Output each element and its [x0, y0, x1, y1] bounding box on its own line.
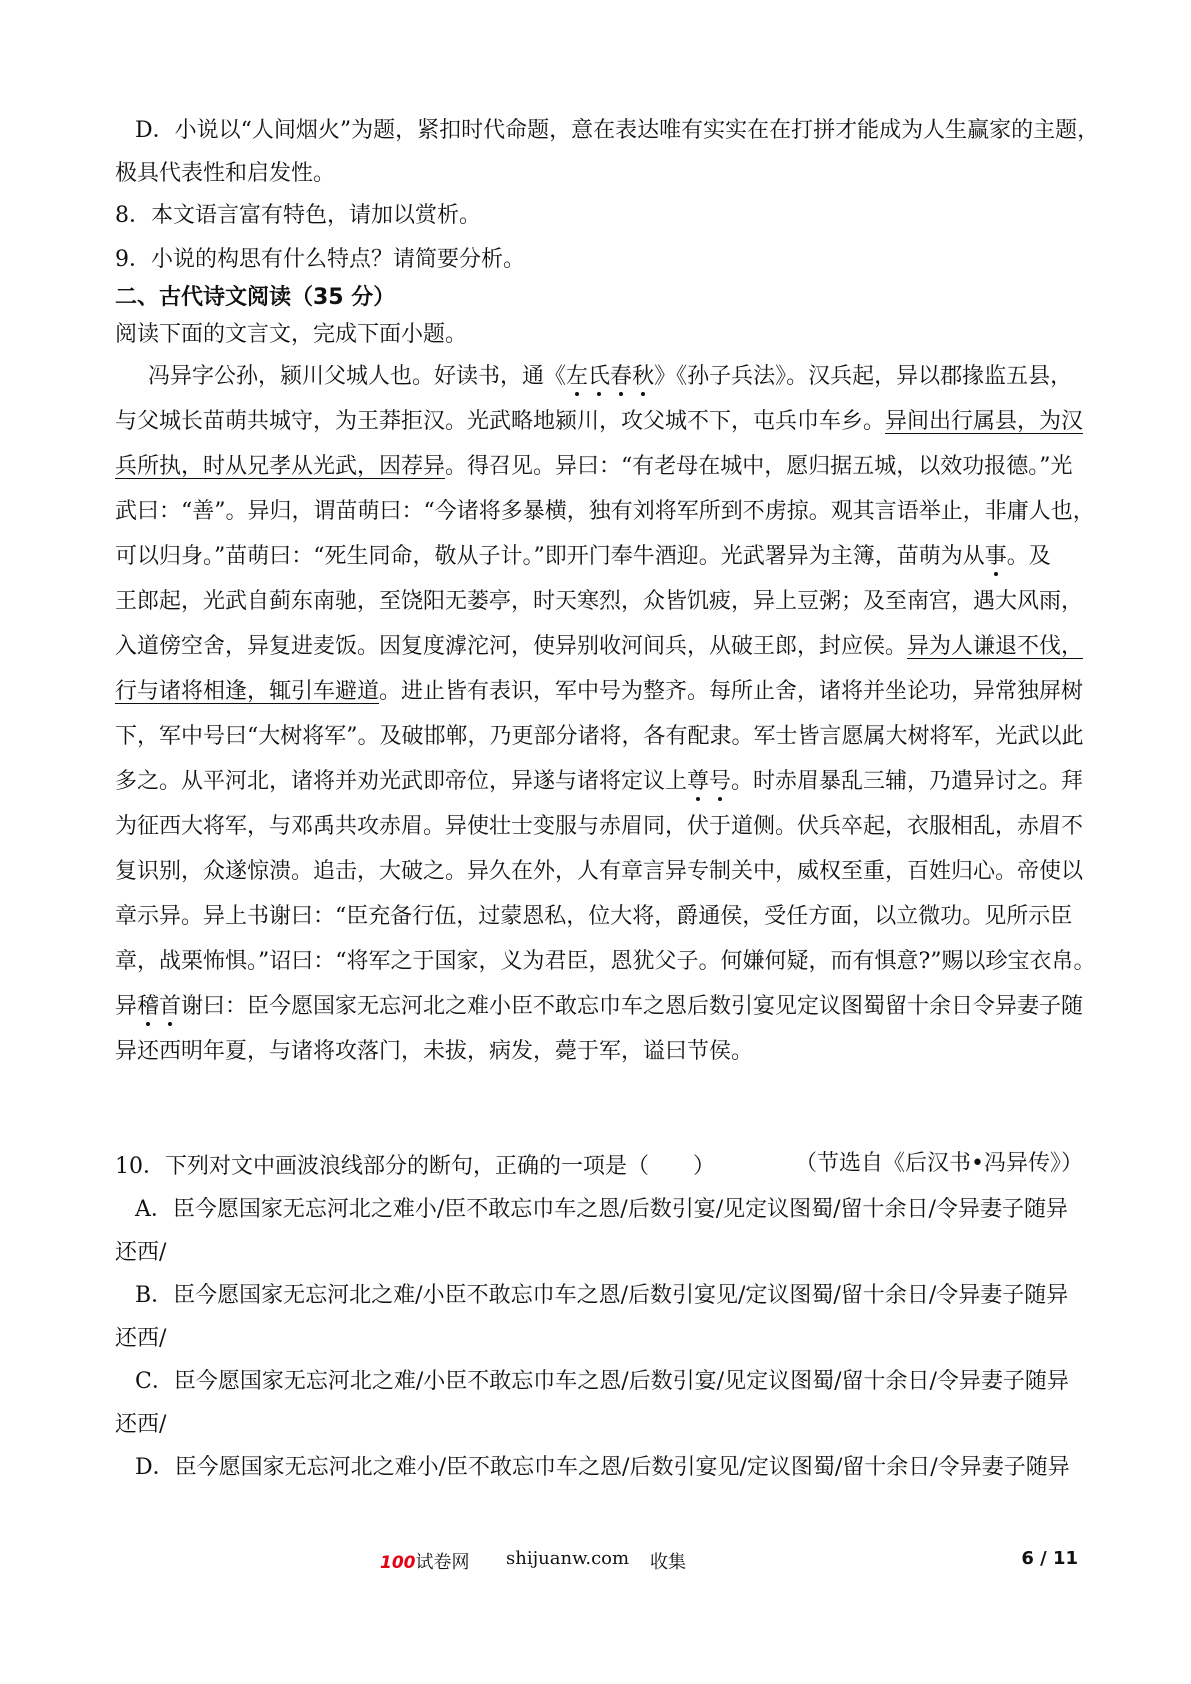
emphasis-dot-char: 氏 [588, 364, 611, 389]
emphasis-dot-char: 号 [709, 769, 732, 794]
q7-option-d-line1: D．小说以“人间烟火”为题，紧扣时代命题，意在表达唯有实实在在打拼才能成为人生赢家的主题， [135, 118, 1100, 143]
option-a-line1: A．臣今愿国家无忘河北之难小/臣不敢忘巾车之恩/后数引宴/见定议图蜀/留十余日/令异妻子随异 [135, 1197, 1068, 1222]
passage-line-5: 可以归身。”苗萌曰：“死生同命，敬从子计。”即开门奉牛酒迎。光武署异为主簿，苗萌为从事。及 [115, 544, 1051, 569]
underlined-text: 异为人谦退不伐， [907, 634, 1084, 659]
passage-line-10: 多之。从平河北，诸将并劝光武即帝位，异遂与诸将定议上尊号。时赤眉暴乱三辅，乃遣异讨之。拜 [115, 769, 1084, 794]
section-heading: 二、古代诗文阅读（35 分） [115, 285, 396, 310]
page-footer [0, 1548, 1191, 1578]
underlined-text: 行与诸将相逢，辄引车避道 [115, 679, 380, 704]
passage-line-3: 兵所执，时从兄孝从光武，因荐异。得召见。异曰：“有老母在城中，愿归据五城，以效功报德。”光 [115, 454, 1073, 479]
passage-line-15: 异稽首谢曰：臣今愿国家无忘河北之难小臣不敢忘巾车之恩后数引宴见定议图蜀留十余日令异妻子随 [115, 994, 1084, 1019]
emphasis-dot-char: 春 [610, 364, 633, 389]
passage-line-14: 章，战栗怖惧。”诏曰：“将军之于国家，义为君臣，恩犹父子。何嫌何疑，而有惧意?”赐以珍宝衣帛。 [115, 949, 1096, 974]
passage-line-6: 王郎起，光武自蓟东南驰，至饶阳无蒌亭，时天寒烈，众皆饥疲，异上豆粥；及至南宫，遇大风雨， [115, 589, 1084, 614]
emphasis-dot-char: 首 [159, 994, 182, 1019]
emphasis-dot-char: 事 [984, 544, 1007, 569]
passage-line-13: 章示异。异上书谢曰：“臣充备行伍，过蒙恩私，位大将，爵通侯，受任方面，以立微功。见所示臣 [115, 904, 1073, 929]
emphasis-dot-char: 秋 [632, 364, 655, 389]
question-8: 8．本文语言富有特色，请加以赏析。 [115, 203, 481, 228]
emphasis-dot-char: 稽 [137, 994, 160, 1019]
passage-line-9: 下，军中号曰“大树将军”。及破邯郸，乃更部分诸将，各有配隶。军士皆言愿属大树将军，光武以此 [115, 724, 1084, 749]
site-logo: 100试卷网 [380, 1552, 470, 1573]
option-c-line1: C．臣今愿国家无忘河北之难/小臣不敢忘巾车之恩/后数引宴/见定议图蜀/留十余日/令异妻子随异 [135, 1369, 1069, 1394]
page-number: 6 / 11 [1021, 1548, 1078, 1569]
option-c-line2: 还西/ [115, 1412, 167, 1437]
passage-source: （节选自《后汉书•冯异传》） [795, 1151, 1083, 1176]
passage-line-11: 为征西大将军，与邓禹共攻赤眉。异使壮士变服与赤眉同，伏于道侧。伏兵卒起，衣服相乱，赤眉不 [115, 814, 1084, 839]
option-a-line2: 还西/ [115, 1240, 167, 1265]
option-b-line1: B．臣今愿国家无忘河北之难/小臣不敢忘巾车之恩/后数引宴见/定议图蜀/留十余日/令异妻子随异 [135, 1283, 1069, 1308]
instruction: 阅读下面的文言文，完成下面小题。 [115, 322, 468, 347]
emphasis-dot-char: 左 [566, 364, 589, 389]
option-d-line1: D．臣今愿国家无忘河北之难小/臣不敢忘巾车之恩/后数引宴见/定议图蜀/留十余日/令异妻子随异 [135, 1455, 1070, 1480]
passage-line-2: 与父城长苗萌共城守，为王莽拒汉。光武略地颍川，攻父城不下，屯兵巾车乡。异间出行属县，为汉 [115, 409, 1084, 434]
underlined-text: 异间出行属县，为汉 [885, 409, 1084, 434]
passage-line-8: 行与诸将相逢，辄引车避道。进止皆有表识，军中号为整齐。每所止舍，诸将并坐论功，异常独屏树 [115, 679, 1084, 704]
passage-line-1: 冯异字公孙，颍川父城人也。好读书，通《左氏春秋》《孙子兵法》。汉兵起，异以郡掾监五县， [148, 364, 1073, 389]
emphasis-dot-char: 尊 [687, 769, 710, 794]
underlined-text: 兵所执，时从兄孝从光武，因荐异 [115, 454, 446, 479]
option-b-line2: 还西/ [115, 1326, 167, 1351]
passage-line-16: 异还西明年夏，与诸将攻落门，未拔，病发，薨于军，谥曰节侯。 [115, 1039, 754, 1064]
passage-line-12: 复识别，众遂惊溃。追击，大破之。异久在外，人有章言异专制关中，威权至重，百姓归心。帝使以 [115, 859, 1084, 884]
passage-line-4: 武曰：“善”。异归，谓苗萌曰：“今诸将多暴横，独有刘将军所到不虏掠。观其言语举止，非庸人也， [115, 499, 1095, 524]
question-9: 9．小说的构思有什么特点？请简要分析。 [115, 247, 525, 272]
question-10-stem: 10．下列对文中画波浪线部分的断句，正确的一项是（ ） [115, 1154, 715, 1179]
q7-option-d-line2: 极具代表性和启发性。 [115, 161, 336, 186]
passage-line-7: 入道傍空舍，异复进麦饭。因复度滹沱河，使异别收河间兵，从破王郎，封应侯。异为人谦退不伐， [115, 634, 1084, 659]
site-url: shijuanw.com [506, 1548, 630, 1569]
collect-label: 收集 [650, 1552, 686, 1573]
